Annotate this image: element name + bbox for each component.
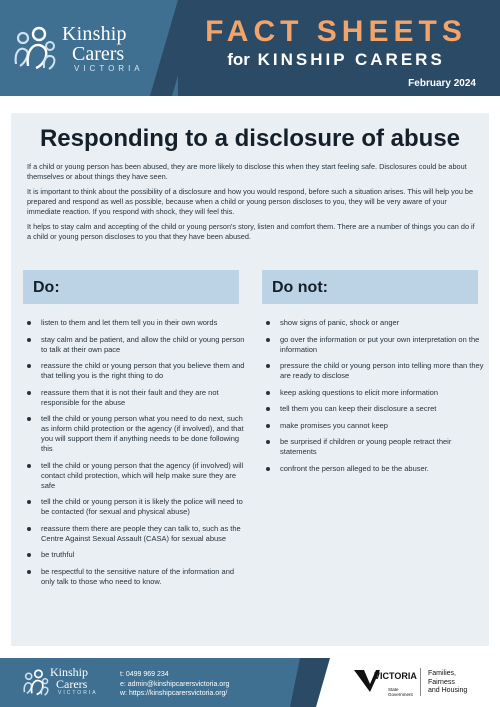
list-item: keep asking questions to elicit more information (264, 388, 486, 398)
dept-line: and Housing (428, 687, 468, 694)
family-figures-icon (22, 669, 50, 697)
do-list (25, 318, 245, 593)
family-figures-icon (12, 26, 58, 72)
subtitle-kinship-carers: KINSHIP CARERS (257, 50, 445, 69)
do-not-list (264, 318, 486, 480)
footer-logo-victoria: VICTORIA (58, 690, 98, 696)
footer-logo-divider (420, 668, 421, 696)
footer-kinship-logo (22, 666, 112, 700)
intro-paragraph: If a child or young person has been abused, they are more likely to disclose this when they start feeling safe. Disclosures could be about themselves or about things they have seen. (27, 162, 467, 181)
intro-text (27, 162, 479, 247)
list-item: tell the child or young person that the agency (if involved) will contact child protection, which will help make sure they are safe (25, 461, 245, 491)
list-item: make promises you cannot keep (264, 421, 486, 431)
do-heading: Do: (23, 270, 239, 304)
department-name (428, 670, 467, 696)
vic-sub-state: State (388, 687, 399, 692)
footer-logo-kinship: Kinship (50, 665, 89, 679)
fact-sheets-title: FACT SHEETS (205, 15, 467, 48)
footer-logo-carers: Carers (56, 677, 88, 691)
content-panel (11, 113, 489, 646)
contact-email[interactable]: e: admin@kinshipcarersvictoria.org (120, 680, 230, 688)
contact-phone[interactable]: t: 0499 969 234 (120, 671, 169, 678)
list-item: stay calm and be patient, and allow the child or young person to talk at their own pace (25, 335, 245, 355)
do-not-heading: Do not: (262, 270, 478, 304)
contact-details (120, 670, 229, 699)
dept-line: Fairness (428, 678, 455, 686)
list-item: tell them you can keep their disclosure a secret (264, 404, 486, 414)
logo-line-kinship: Kinship (62, 23, 127, 45)
intro-paragraph: It helps to stay calm and accepting of the child or young person's story, listen and comfort them. There are a number of things you can do if a child or young person discloses to you that they have been abused. (27, 222, 475, 241)
page-title: Responding to a disclosure of abuse (39, 125, 461, 152)
vic-sub-government: Government (388, 692, 413, 697)
intro-paragraph: It is important to think about the possibility of a disclosure and how you would respond, before such a situation arises. This will help you be prepared and respond as well as possible, because when a child or young person discloses to you, they will be very aware of your immediate reaction. If you respond with shock, they will feel this. (27, 187, 474, 216)
contact-website[interactable]: w: https://kinshipcarersvictoria.org/ (120, 690, 228, 697)
fact-sheets-subtitle (186, 50, 486, 70)
list-item: tell the child or young person what you need to do next, such as inform child protection or the agency (if involved), and that you will support them if anything needs to be done following this (25, 414, 245, 454)
publication-date: February 2024 (408, 78, 476, 89)
list-item: pressure the child or young person into telling more than they are ready to disclose (264, 361, 486, 381)
list-item: go over the information or put your own interpretation on the information (264, 335, 486, 355)
dept-line: Families, (428, 670, 457, 677)
list-item: reassure the child or young person that you believe them and that telling you is the right thing to do (25, 361, 245, 381)
victoria-wordmark: VICTORIA (374, 671, 417, 681)
list-item: reassure them that it is not their fault and they are not responsible for the abuse (25, 388, 245, 408)
list-item: listen to them and let them tell you in their own words (25, 318, 245, 328)
list-item: be respectful to the sensitive nature of the information and only talk to those who need to know. (25, 567, 245, 587)
page-header (0, 0, 500, 96)
list-item: be surprised if children or young people retract their statements (264, 437, 486, 457)
kinship-carers-logo (12, 24, 177, 74)
page-footer (0, 658, 500, 707)
list-item: confront the person alleged to be the abuser. (264, 464, 486, 474)
list-item: tell the child or young person it is likely the police will need to be contacted (for sexual and physical abuse) (25, 497, 245, 517)
logo-line-carers: Carers (72, 43, 125, 65)
logo-wordmark (62, 24, 144, 74)
list-item: be truthful (25, 550, 245, 560)
subtitle-for: for (227, 50, 250, 69)
state-government-label (388, 687, 413, 697)
footer-logo-wordmark (50, 666, 98, 696)
list-item: reassure them there are people they can talk to, such as the Centre Against Sexual Assault (CASA) for sexual abuse (25, 524, 245, 544)
logo-line-victoria: VICTORIA (74, 64, 144, 73)
list-item: show signs of panic, shock or anger (264, 318, 486, 328)
